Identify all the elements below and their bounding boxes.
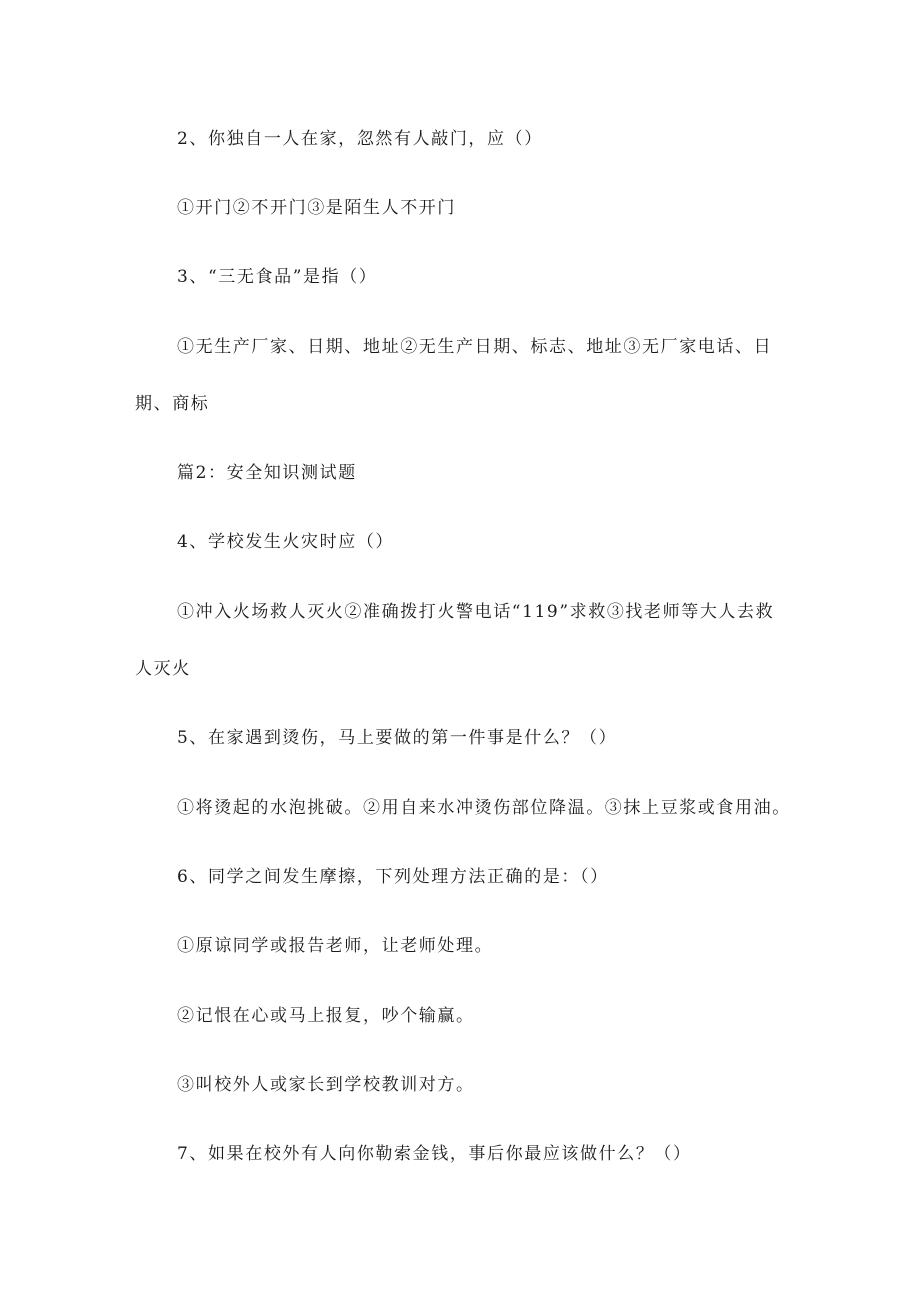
question-4: 4、学校发生火灾时应（） [177, 532, 395, 552]
question-4-options-line-1: ①冲入火场救人灭火②准确拨打火警电话“119”求救③找老师等大人去救 [177, 602, 775, 622]
question-4-options-line-2: 人灭火 [135, 659, 191, 679]
section-heading: 篇2：安全知识测试题 [177, 463, 357, 483]
question-5-options: ①将烫起的水泡挑破。②用自来水冲烫伤部位降温。③抹上豆浆或食用油。 [177, 798, 791, 818]
question-6: 6、同学之间发生摩擦，下列处理方法正确的是：（） [177, 867, 609, 887]
question-2-options: ①开门②不开门③是陌生人不开门 [177, 198, 456, 218]
question-5: 5、在家遇到烫伤，马上要做的第一件事是什么？（） [177, 728, 618, 748]
question-6-option-1: ①原谅同学或报告老师，让老师处理。 [177, 936, 494, 956]
question-3-options-line-2: 期、商标 [135, 394, 210, 414]
question-6-option-3: ③叫校外人或家长到学校教训对方。 [177, 1075, 475, 1095]
question-3: 3、“三无食品”是指（） [177, 267, 378, 287]
question-2: 2、你独自一人在家，忽然有人敲门，应（） [177, 129, 543, 149]
question-3-options-line-1: ①无生产厂家、日期、地址②无生产日期、标志、地址③无厂家电话、日 [177, 337, 773, 357]
question-7: 7、如果在校外有人向你勒索金钱，事后你最应该做什么？（） [177, 1144, 692, 1164]
question-6-option-2: ②记恨在心或马上报复，吵个输赢。 [177, 1006, 475, 1026]
